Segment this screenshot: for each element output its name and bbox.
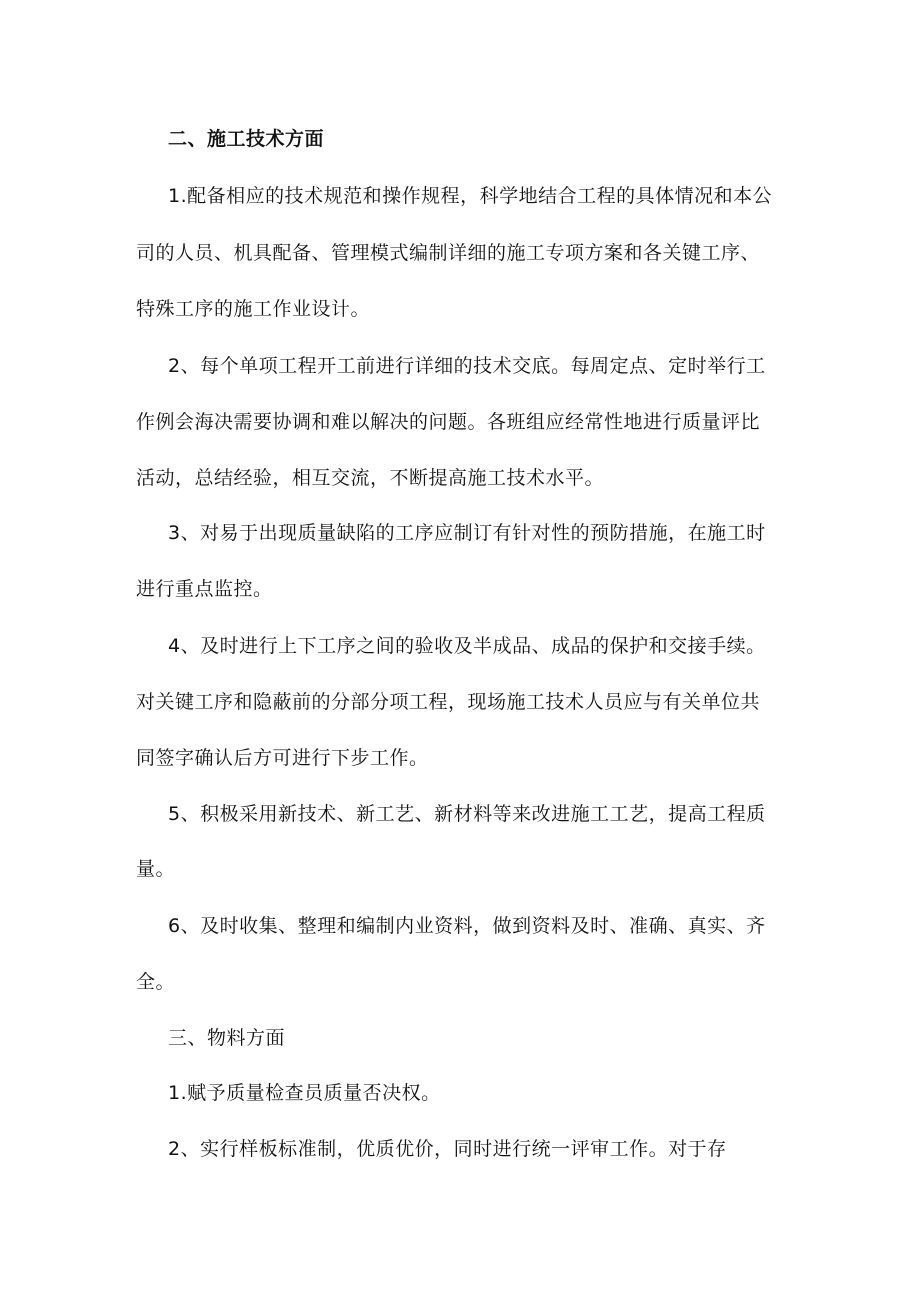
paragraph-line: 5、积极采用新技术、新工艺、新材料等来改进施工工艺，提高工程质 (168, 803, 766, 825)
paragraph-line: 司的人员、机具配备、管理模式编制详细的施工专项方案和各关键工序、 (136, 242, 761, 264)
paragraph-line: 同签字确认后方可进行下步工作。 (136, 747, 429, 769)
paragraph-line: 4、及时进行上下工序之间的验收及半成品、成品的保护和交接手续。 (168, 635, 766, 657)
paragraph-line: 特殊工序的施工作业设计。 (136, 298, 371, 320)
paragraph-line: 3、对易于出现质量缺陷的工序应制订有针对性的预防措施，在施工时 (168, 522, 766, 544)
paragraph-line: 作例会海决需要协调和难以解决的问题。各班组应经常性地进行质量评比 (136, 411, 761, 433)
paragraph-line: 1.配备相应的技术规范和操作规程，科学地结合工程的具体情况和本公 (168, 185, 773, 207)
paragraph-line: 2、实行样板标准制，优质优价，同时进行统一评审工作。对于存 (168, 1138, 727, 1160)
paragraph-line: 活动，总结经验，相互交流，不断提高施工技术水平。 (136, 467, 605, 489)
section-heading-materials: 三、物料方面 (168, 1027, 286, 1049)
paragraph-line: 全。 (136, 971, 176, 993)
section-heading-construction-technology: 二、施工技术方面 (168, 128, 325, 150)
paragraph-line: 2、每个单项工程开工前进行详细的技术交底。每周定点、定时举行工 (168, 355, 766, 377)
paragraph-line: 6、及时收集、整理和编制内业资料，做到资料及时、准确、真实、齐 (168, 915, 766, 937)
paragraph-line: 1.赋予质量检查员质量否决权。 (168, 1082, 441, 1104)
paragraph-line: 量。 (136, 858, 176, 880)
paragraph-line: 对关键工序和隐蔽前的分部分项工程，现场施工技术人员应与有关单位共 (136, 691, 761, 713)
paragraph-line: 进行重点监控。 (136, 578, 273, 600)
